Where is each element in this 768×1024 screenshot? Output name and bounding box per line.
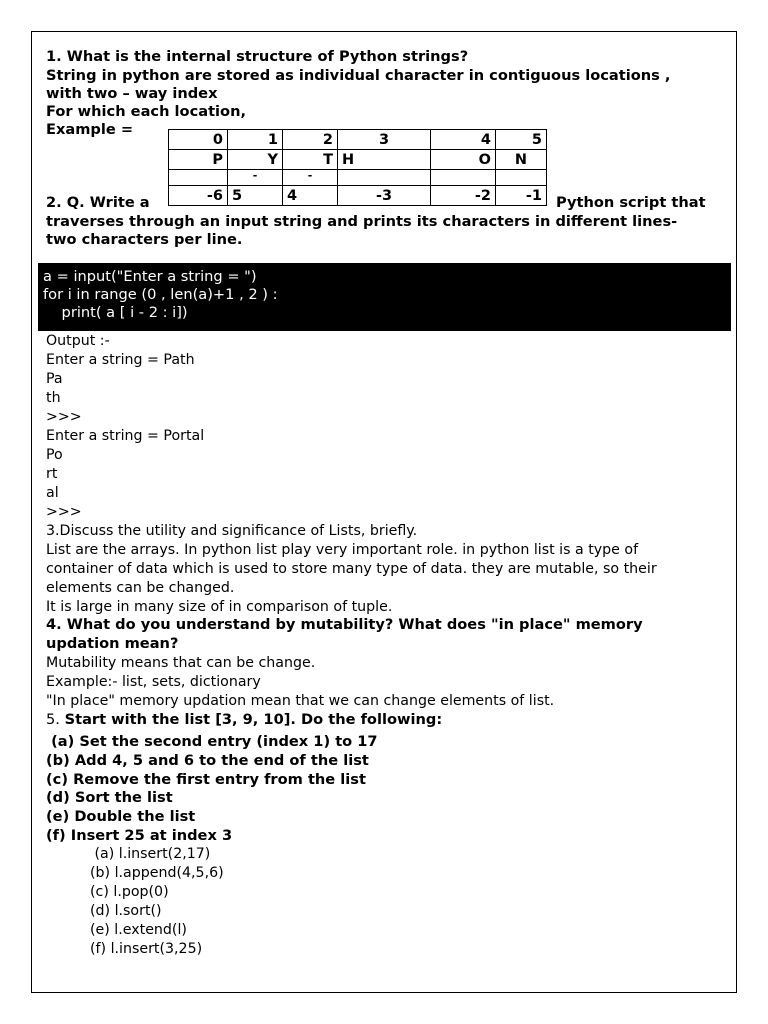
output-line: Enter a string = Portal [46, 428, 205, 444]
q3-line: It is large in many size of in comparison of tuple. [46, 599, 393, 615]
string-index-table [168, 129, 547, 206]
q3-line: elements can be changed. [46, 580, 235, 596]
dash-row [169, 170, 547, 186]
table-cell [338, 170, 431, 186]
table-cell: H [338, 150, 431, 170]
q2-line3: two characters per line. [46, 231, 243, 248]
code-line: for i in range (0 , len(a)+1 , 2 ) : [43, 286, 278, 303]
q5-task: (b) Add 4, 5 and 6 to the end of the list [46, 752, 369, 769]
q2-suffix: Python script that [556, 194, 706, 211]
q4-line: "In place" memory updation mean that we can change elements of list. [46, 693, 555, 709]
table-cell: 3 [338, 130, 431, 150]
table-cell: 5 [228, 186, 283, 206]
table-cell [496, 170, 547, 186]
q5-task: (f) Insert 25 at index 3 [46, 827, 233, 844]
q5-task: (d) Sort the list [46, 789, 173, 806]
output-line: al [46, 485, 59, 501]
q5-answer: (f) l.insert(3,25) [90, 941, 203, 957]
q1-line3: For which each location, [46, 103, 247, 120]
table-cell [169, 170, 228, 186]
table-cell: N [496, 150, 547, 170]
table-cell: - [228, 170, 283, 186]
q5-title-text: Start with the list [3, 9, 10]. Do the following: [64, 711, 443, 728]
table-cell: 1 [228, 130, 283, 150]
q5-answer: (e) l.extend(l) [90, 922, 187, 938]
code-line: a = input("Enter a string = ") [43, 268, 257, 285]
output-line: >>> [46, 504, 82, 520]
q4-title-cont: updation mean? [46, 635, 179, 652]
q4-title: 4. What do you understand by mutability? What does "in place" memory [46, 616, 643, 633]
table-cell: 2 [283, 130, 338, 150]
document-page [31, 31, 737, 993]
q5-answer: (a) l.insert(2,17) [90, 846, 211, 862]
output-line: th [46, 390, 61, 406]
q5-task: (c) Remove the first entry from the list [46, 771, 366, 788]
code-block [38, 263, 731, 331]
output-line: >>> [46, 409, 82, 425]
q2-line2: traverses through an input string and prints its characters in different lines- [46, 213, 678, 230]
q5-answer: (b) l.append(4,5,6) [90, 865, 224, 881]
code-line: print( a [ i - 2 : i]) [43, 304, 188, 321]
q3-line: List are the arrays. In python list play very important role. in python list is a type of [46, 542, 639, 558]
table-cell: P [169, 150, 228, 170]
table-cell: -6 [169, 186, 228, 206]
output-line: Enter a string = Path [46, 352, 195, 368]
q1-title: 1. What is the internal structure of Python strings? [46, 48, 469, 65]
table-cell: -1 [496, 186, 547, 206]
q5-task: (e) Double the list [46, 808, 196, 825]
output-line: rt [46, 466, 58, 482]
output-line: Po [46, 447, 63, 463]
q4-line: Example:- list, sets, dictionary [46, 674, 261, 690]
q4-line: Mutability means that can be change. [46, 655, 316, 671]
q2-prefix: 2. Q. Write a [46, 194, 150, 211]
table-cell: Y [228, 150, 283, 170]
q1-example-label: Example = [46, 121, 134, 138]
q3-line: container of data which is used to store many type of data. they are mutable, so their [46, 561, 657, 577]
q1-line2: with two – way index [46, 85, 218, 102]
table-cell: 5 [496, 130, 547, 150]
forward-index-row [169, 130, 547, 150]
q1-line1: String in python are stored as individual character in contiguous locations , [46, 67, 671, 84]
backward-index-row [169, 186, 547, 206]
table-cell: 4 [283, 186, 338, 206]
table-cell [431, 170, 496, 186]
table-cell: -3 [338, 186, 431, 206]
q5-number: 5. [46, 711, 65, 728]
q5-task: (a) Set the second entry (index 1) to 17 [46, 733, 378, 750]
q5-answer: (d) l.sort() [90, 903, 162, 919]
table-cell: O [431, 150, 496, 170]
table-cell: 4 [431, 130, 496, 150]
q3-title: 3.Discuss the utility and significance of Lists, briefly. [46, 523, 418, 539]
table-cell: -2 [431, 186, 496, 206]
output-line: Pa [46, 371, 63, 387]
q5-answer: (c) l.pop(0) [90, 884, 169, 900]
output-line: Output :- [46, 333, 110, 349]
chars-row [169, 150, 547, 170]
table-cell: 0 [169, 130, 228, 150]
q5-title [46, 711, 442, 729]
table-cell: - [283, 170, 338, 186]
table-cell: T [283, 150, 338, 170]
